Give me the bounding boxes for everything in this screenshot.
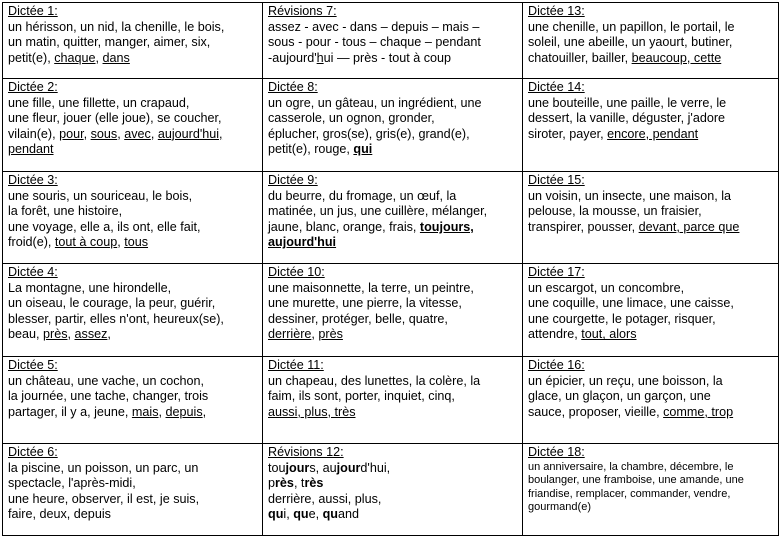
word-list-line: une fille, une fillette, un crapaud, bbox=[8, 95, 190, 110]
cell-dictee-13 bbox=[523, 3, 779, 79]
cell-title: Révisions 12: bbox=[268, 445, 344, 459]
word-list-line: une courgette, le potager, risquer, bbox=[528, 311, 716, 326]
cell-dictee-10 bbox=[263, 264, 523, 357]
plain-words: attendre, bbox=[528, 327, 582, 342]
grid-row-6 bbox=[3, 444, 779, 536]
word-list-line bbox=[268, 476, 517, 492]
plain-words: beau, bbox=[8, 327, 44, 342]
cell-dictee-8 bbox=[263, 79, 523, 172]
word-list-line: matinée, un jus, une cuillère, mélanger, bbox=[268, 204, 488, 219]
word-list-line bbox=[268, 507, 517, 523]
key-word: près bbox=[43, 327, 68, 342]
plain-letters: d'hui, bbox=[360, 460, 391, 475]
plain-letters: s, au bbox=[309, 460, 337, 475]
cell-dictee-5 bbox=[3, 357, 263, 444]
separator: , bbox=[117, 235, 125, 250]
key-word: derrière bbox=[268, 327, 312, 342]
cell-title: Dictée 4: bbox=[8, 265, 58, 279]
plain-letters: , t bbox=[293, 476, 305, 491]
key-word: pour bbox=[59, 126, 84, 141]
word-list-line bbox=[528, 405, 773, 421]
cell-dictee-3 bbox=[3, 172, 263, 264]
word-list-line: un voisin, un insecte, une maison, la bbox=[528, 188, 732, 203]
word-list-line: boulanger, une framboise, une amande, une bbox=[528, 474, 744, 487]
key-word: tout, alors bbox=[581, 327, 637, 342]
cell-title: Dictée 10: bbox=[268, 265, 325, 279]
word-list-line: un épicier, un reçu, une boisson, la bbox=[528, 373, 723, 388]
word-list-line bbox=[8, 142, 257, 158]
grid-row-2 bbox=[3, 79, 779, 172]
key-word: tout à coup bbox=[54, 235, 118, 250]
plain-words: siroter, payer, bbox=[528, 126, 608, 141]
key-word: mais bbox=[131, 404, 159, 419]
key-letters: qu bbox=[293, 507, 309, 522]
cell-title: Dictée 2: bbox=[8, 80, 58, 94]
cell-title: Dictée 13: bbox=[528, 4, 585, 18]
cell-title: Dictée 5: bbox=[8, 358, 58, 372]
cell-title: Dictée 9: bbox=[268, 173, 318, 187]
word-list-line: un oiseau, le courage, la peur, guérir, bbox=[8, 296, 216, 311]
cell-dictee-2 bbox=[3, 79, 263, 172]
dictation-grid bbox=[2, 2, 779, 536]
cell-title: Dictée 1: bbox=[8, 4, 58, 18]
word-list-line: une souris, un souriceau, le bois, bbox=[8, 188, 193, 203]
plain-words: petit(e), rouge, bbox=[268, 142, 354, 157]
separator: , bbox=[311, 327, 319, 342]
key-word: depuis bbox=[165, 404, 203, 419]
cell-dictee-6 bbox=[3, 444, 263, 536]
word-list-line: une coquille, une limace, une caisse, bbox=[528, 296, 734, 311]
key-word: qui bbox=[353, 142, 373, 157]
separator: , bbox=[202, 404, 207, 419]
separator: , bbox=[107, 327, 111, 342]
plain-words: partager, il y a, jeune, bbox=[8, 404, 132, 419]
grid-row-4 bbox=[3, 264, 779, 357]
cell-title: Dictée 18: bbox=[528, 445, 585, 459]
word-list-line: soleil, une abeille, un yaourt, butiner, bbox=[528, 35, 733, 50]
plain-words: transpirer, pousser, bbox=[528, 219, 639, 234]
word-list-line: derrière, aussi, plus, bbox=[268, 491, 382, 506]
cell-title: Dictée 14: bbox=[528, 80, 585, 94]
cell-dictee-18 bbox=[523, 444, 779, 536]
cell-dictee-11 bbox=[263, 357, 523, 444]
cell-title: Dictée 15: bbox=[528, 173, 585, 187]
word-list-line: spectacle, l'après-midi, bbox=[8, 476, 136, 491]
cell-dictee-14 bbox=[523, 79, 779, 172]
word-list-line: blesser, partir, elles n'ont, heureux(se), bbox=[8, 311, 224, 326]
word-list-line: une heure, observer, il est, je suis, bbox=[8, 491, 200, 506]
separator: , bbox=[117, 126, 125, 141]
plain-words: vilain(e), bbox=[8, 126, 60, 141]
word-list-line: friandise, remplacer, commander, vendre, bbox=[528, 487, 731, 500]
key-word: devant, parce que bbox=[638, 219, 740, 234]
word-list-line bbox=[268, 405, 517, 421]
word-list-line bbox=[528, 220, 773, 236]
plain-letters: tou bbox=[268, 460, 286, 475]
word-list-line: la piscine, un poisson, un parc, un bbox=[8, 460, 199, 475]
word-list-line: une fleur, jouer (elle joue), se coucher, bbox=[8, 111, 222, 126]
key-word: aujourd'hui, bbox=[157, 126, 223, 141]
key-word: beaucoup, cette bbox=[631, 50, 722, 65]
grid-row-1 bbox=[3, 3, 779, 79]
word-list-line: dessert, la vanille, déguster, j'adore bbox=[528, 111, 726, 126]
key-word: avec bbox=[124, 126, 151, 141]
word-list-line bbox=[268, 235, 517, 251]
plain-letters: i, bbox=[283, 507, 294, 522]
word-list-line: glace, un glaçon, un garçon, une bbox=[528, 389, 711, 404]
word-list-line: un hérisson, un nid, la chenille, le bois, bbox=[8, 19, 225, 34]
cell-title: Dictée 8: bbox=[268, 80, 318, 94]
key-word: tous bbox=[124, 235, 149, 250]
word-list-line bbox=[528, 51, 773, 67]
plain-letters: p bbox=[268, 476, 276, 491]
key-word: pendant bbox=[8, 142, 54, 157]
word-list-line: du beurre, du fromage, un œuf, la bbox=[268, 188, 457, 203]
key-word: encore, pendant bbox=[607, 126, 699, 141]
word-list-line bbox=[268, 327, 517, 343]
plain-words: ui — près - tout à coup bbox=[323, 50, 452, 65]
separator: , bbox=[150, 126, 158, 141]
word-list-line bbox=[8, 51, 257, 67]
cell-title: Dictée 3: bbox=[8, 173, 58, 187]
word-list-line: une bouteille, une paille, le verre, le bbox=[528, 95, 727, 110]
cell-title: Dictée 17: bbox=[528, 265, 585, 279]
word-list-line bbox=[268, 142, 517, 158]
word-list-line: un château, une vache, un cochon, bbox=[8, 373, 205, 388]
cell-dictee-16 bbox=[523, 357, 779, 444]
plain-words: chatouiller, bailler, bbox=[528, 50, 632, 65]
word-list-line: un matin, quitter, manger, aimer, six, bbox=[8, 35, 211, 50]
word-list-line bbox=[8, 235, 257, 251]
cell-revisions-12 bbox=[263, 444, 523, 536]
key-word: toujours, bbox=[419, 219, 474, 234]
word-list-line: éplucher, gros(se), gris(e), grand(e), bbox=[268, 126, 470, 141]
grid-row-5 bbox=[3, 357, 779, 444]
key-letters: qu bbox=[268, 507, 284, 522]
word-list-line bbox=[528, 327, 773, 343]
key-letters: jour bbox=[285, 460, 310, 475]
cell-title: Dictée 11: bbox=[268, 358, 324, 372]
key-word: sous bbox=[90, 126, 118, 141]
word-list-line: une voyage, elle a, ils ont, elle fait, bbox=[8, 219, 201, 234]
key-word: comme, trop bbox=[663, 404, 734, 419]
grid-row-3 bbox=[3, 172, 779, 264]
cell-dictee-9 bbox=[263, 172, 523, 264]
cell-title: Dictée 6: bbox=[8, 445, 58, 459]
word-list-line bbox=[8, 327, 257, 343]
word-list-line: faire, deux, depuis bbox=[8, 507, 111, 522]
key-word: dans bbox=[102, 50, 130, 65]
word-list-line bbox=[528, 127, 773, 143]
plain-words: froid(e), bbox=[8, 235, 55, 250]
word-list-line bbox=[268, 220, 517, 236]
word-list-line: un ogre, un gâteau, un ingrédient, une bbox=[268, 95, 482, 110]
word-list-line: une maisonnette, la terre, un peintre, bbox=[268, 280, 474, 295]
word-list-line: un escargot, un concombre, bbox=[528, 280, 685, 295]
key-letters: qu bbox=[322, 507, 338, 522]
word-list-line: faim, ils sont, porter, inquiet, cinq, bbox=[268, 389, 455, 404]
word-list-line: casserole, un ognon, gronder, bbox=[268, 111, 435, 126]
key-word: près bbox=[318, 327, 343, 342]
word-list-line bbox=[268, 51, 517, 67]
separator: , bbox=[67, 327, 75, 342]
word-list-line: une chenille, un papillon, le portail, le bbox=[528, 19, 735, 34]
plain-letters: and bbox=[337, 507, 359, 522]
key-letters: rès bbox=[275, 476, 294, 491]
cell-revisions-7 bbox=[263, 3, 523, 79]
key-word: aujourd'hui bbox=[268, 235, 337, 250]
word-list-line: La montagne, une hirondelle, bbox=[8, 280, 172, 295]
word-list-line bbox=[268, 461, 517, 477]
plain-words: jaune, blanc, orange, frais, bbox=[268, 219, 420, 234]
plain-letters: e, bbox=[308, 507, 323, 522]
word-list-line: gourmand(e) bbox=[528, 501, 591, 514]
word-list-line: assez - avec - dans – depuis – mais – bbox=[268, 19, 480, 34]
cell-dictee-1 bbox=[3, 3, 263, 79]
cell-dictee-17 bbox=[523, 264, 779, 357]
word-list-line: un chapeau, des lunettes, la colère, la bbox=[268, 373, 481, 388]
word-list-line bbox=[8, 405, 257, 421]
word-list-line: dessiner, protéger, belle, quatre, bbox=[268, 311, 448, 326]
separator: , bbox=[83, 126, 91, 141]
word-list-line: la forêt, une histoire, bbox=[8, 204, 123, 219]
key-letters: rès bbox=[304, 476, 324, 491]
plain-words: sauce, proposer, vieille, bbox=[528, 404, 664, 419]
key-word: chaque bbox=[54, 50, 96, 65]
cell-dictee-4 bbox=[3, 264, 263, 357]
key-word: aussi, plus, très bbox=[268, 404, 356, 419]
word-list-line: pelouse, la mousse, un fraisier, bbox=[528, 204, 702, 219]
word-list-line: la journée, une tache, changer, trois bbox=[8, 389, 209, 404]
cell-dictee-15 bbox=[523, 172, 779, 264]
key-letter: h bbox=[316, 50, 324, 65]
separator: , bbox=[158, 404, 166, 419]
word-list-line: sous - pour - tous – chaque – pendant bbox=[268, 35, 481, 50]
word-list-line: un anniversaire, la chambre, décembre, le bbox=[528, 460, 734, 473]
cell-title: Révisions 7: bbox=[268, 4, 337, 18]
word-list-line bbox=[8, 127, 257, 143]
key-word: assez bbox=[74, 327, 108, 342]
word-list-line: une murette, une pierre, la vitesse, bbox=[268, 296, 462, 311]
key-letters: jour bbox=[336, 460, 361, 475]
plain-words: -aujourd' bbox=[268, 50, 317, 65]
cell-title: Dictée 16: bbox=[528, 358, 585, 372]
separator: , bbox=[95, 50, 103, 65]
plain-words: petit(e), bbox=[8, 50, 55, 65]
